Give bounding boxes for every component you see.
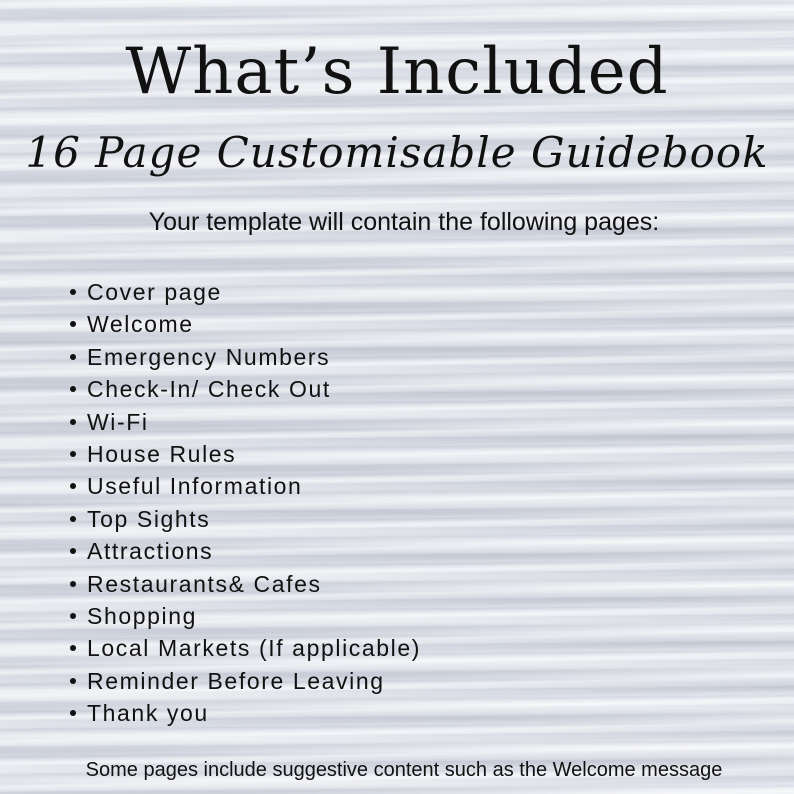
- bullet-dot-icon: [70, 710, 76, 716]
- list-item-label: Wi-Fi: [87, 408, 149, 435]
- list-item: [68, 503, 421, 535]
- list-item-label: Welcome: [87, 311, 194, 338]
- page-subtitle: 16 Page Customisable Guidebook: [25, 128, 769, 177]
- list-item-label: Shopping: [87, 602, 197, 629]
- list-item-label: Thank you: [87, 700, 209, 727]
- list-item-label: Top Sights: [87, 505, 211, 532]
- bullet-dot-icon: [70, 321, 76, 327]
- footer-note: Some pages include suggestive content such as the Welcome message: [85, 759, 723, 781]
- list-item-label: Cover page: [87, 279, 222, 305]
- list-item-label: Emergency Numbers: [87, 343, 331, 370]
- bullet-dot-icon: [70, 483, 76, 489]
- bullet-dot-icon: [70, 289, 76, 295]
- bullet-dot-icon: [70, 516, 76, 522]
- list-item-label: Reminder Before Leaving: [87, 667, 385, 694]
- list-item: [68, 438, 421, 470]
- list-item: [68, 632, 421, 664]
- bullet-dot-icon: [70, 645, 76, 651]
- bullet-dot-icon: [70, 419, 76, 425]
- bullet-dot-icon: [70, 548, 76, 554]
- list-item: [68, 535, 421, 567]
- list-item: [68, 373, 421, 405]
- page-title: What’s Included: [125, 35, 669, 109]
- list-item: [68, 665, 421, 697]
- list-item-label: House Rules: [87, 440, 237, 467]
- intro-text: Your template will contain the following pages:: [148, 208, 660, 236]
- bullet-dot-icon: [70, 451, 76, 457]
- bullet-dot-icon: [70, 386, 76, 392]
- bullet-dot-icon: [70, 581, 76, 587]
- bullet-dot-icon: [70, 613, 76, 619]
- bullet-dot-icon: [70, 354, 76, 360]
- included-pages-list: [68, 276, 421, 729]
- list-item: [68, 341, 421, 373]
- list-item: [68, 697, 421, 729]
- list-item-label: Local Markets (If applicable): [87, 635, 422, 662]
- list-item: [68, 600, 421, 632]
- list-item: [68, 308, 421, 340]
- list-item-label: Check-In/ Check Out: [87, 376, 331, 403]
- list-item: [68, 276, 421, 308]
- list-item-label: Attractions: [87, 538, 214, 565]
- list-item-label: Restaurants& Cafes: [87, 570, 322, 597]
- list-item: [68, 406, 421, 438]
- bullet-dot-icon: [70, 678, 76, 684]
- list-item: [68, 470, 421, 502]
- list-item: [68, 568, 421, 600]
- list-item-label: Useful Information: [87, 473, 303, 500]
